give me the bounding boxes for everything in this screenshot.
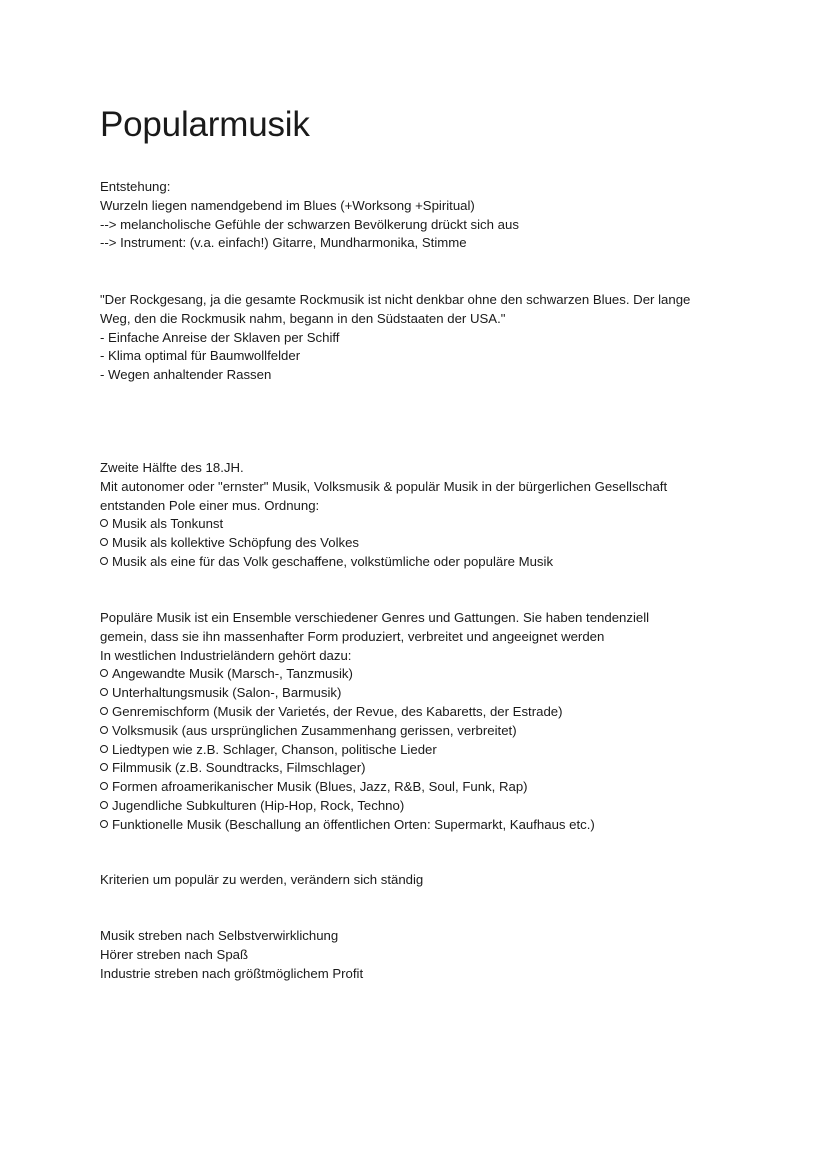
list-item-text: Musik als eine für das Volk geschaffene, volkstümliche oder populäre Musik [112, 553, 554, 569]
circle-bullet-icon [100, 763, 108, 771]
text-line: Hörer streben nach Spaß [100, 946, 249, 962]
circle-bullet-icon [100, 726, 108, 734]
circle-bullet-icon [100, 538, 108, 546]
circle-bullet-icon [100, 688, 108, 696]
list-item-text: Musik als kollektive Schöpfung des Volkes [112, 535, 360, 551]
text-line: Zweite Hälfte des 18.JH. [100, 460, 244, 475]
circle-bullet-icon [100, 669, 108, 677]
list-item [100, 797, 740, 816]
text-line: Kriterien um populär zu werden, verändern sich ständig [100, 872, 424, 887]
text-line: --> melancholische Gefühle der schwarzen Bevölkerung drückt sich aus [100, 216, 519, 232]
list-item-text: Unterhaltungsmusik (Salon-, Barmusik) [112, 685, 342, 701]
text-line: --> Instrument: (v.a. einfach!) Gitarre, Mundharmonika, Stimme [100, 235, 467, 251]
list-item-text: Musik als Tonkunst [112, 516, 224, 532]
section-streben [100, 927, 740, 983]
circle-bullet-icon [100, 519, 108, 527]
section-kriterien [100, 871, 740, 890]
text-line: Populäre Musik ist ein Ensemble verschiedener Genres und Gattungen. Sie haben tendenziell [100, 610, 650, 625]
list-item: - Klima optimal für Baumwollfelder [100, 348, 301, 364]
section-rockgesang [100, 291, 740, 385]
text-line: Musik streben nach Selbstverwirklichung [100, 928, 339, 943]
page-title: Popularmusik [100, 105, 310, 144]
list-item [100, 684, 740, 703]
list-item: - Wegen anhaltender Rassen [100, 367, 272, 383]
text-line: entstanden Pole einer mus. Ordnung: [100, 497, 320, 513]
list-item [100, 741, 740, 760]
text-line: gemein, dass sie ihn massenhafter Form produziert, verbreitet und angeeignet werden [100, 628, 605, 644]
quote-line: Weg, den die Rockmusik nahm, begann in den Südstaaten der USA." [100, 310, 506, 326]
list-item-text: Filmmusik (z.B. Soundtracks, Filmschlager) [112, 760, 366, 776]
list-item [100, 665, 740, 684]
list-item [100, 816, 740, 835]
list-item-text: Liedtypen wie z.B. Schlager, Chanson, politische Lieder [112, 741, 437, 757]
list-item [100, 778, 740, 797]
circle-bullet-icon [100, 745, 108, 753]
section-18jh [100, 459, 740, 572]
quote-line: "Der Rockgesang, ja die gesamte Rockmusik ist nicht denkbar ohne den schwarzen Blues. Der lange [100, 292, 691, 307]
section-populaere-musik [100, 609, 740, 835]
list-item-text: Volksmusik (aus ursprünglichen Zusammenhang gerissen, verbreitet) [112, 722, 517, 738]
section-entstehung [100, 178, 740, 253]
text-line: Mit autonomer oder "ernster" Musik, Volksmusik & populär Musik in der bürgerlichen Gesellschaft [100, 478, 668, 494]
list-item-text: Formen afroamerikanischer Musik (Blues, Jazz, R&B, Soul, Funk, Rap) [112, 779, 528, 795]
list-item-text: Angewandte Musik (Marsch-, Tanzmusik) [112, 666, 353, 682]
text-line: In westlichen Industrieländern gehört dazu: [100, 647, 352, 663]
list-item-text: Jugendliche Subkulturen (Hip-Hop, Rock, Techno) [112, 797, 405, 813]
list-item [100, 534, 740, 553]
list-item-text: Genremischform (Musik der Varietés, der Revue, des Kabaretts, der Estrade) [112, 703, 563, 719]
circle-bullet-icon [100, 557, 108, 565]
list-item [100, 703, 740, 722]
list-item [100, 553, 740, 572]
list-item: - Einfache Anreise der Sklaven per Schiff [100, 329, 340, 345]
list-item-text: Funktionelle Musik (Beschallung an öffentlichen Orten: Supermarkt, Kaufhaus etc.) [112, 816, 595, 832]
text-line: Industrie streben nach größtmöglichem Profit [100, 965, 364, 981]
circle-bullet-icon [100, 820, 108, 828]
text-line: Entstehung: [100, 179, 171, 194]
list-item [100, 515, 740, 534]
list-item [100, 759, 740, 778]
list-item [100, 722, 740, 741]
text-line: Wurzeln liegen namendgebend im Blues (+Worksong +Spiritual) [100, 197, 475, 213]
circle-bullet-icon [100, 801, 108, 809]
circle-bullet-icon [100, 782, 108, 790]
circle-bullet-icon [100, 707, 108, 715]
